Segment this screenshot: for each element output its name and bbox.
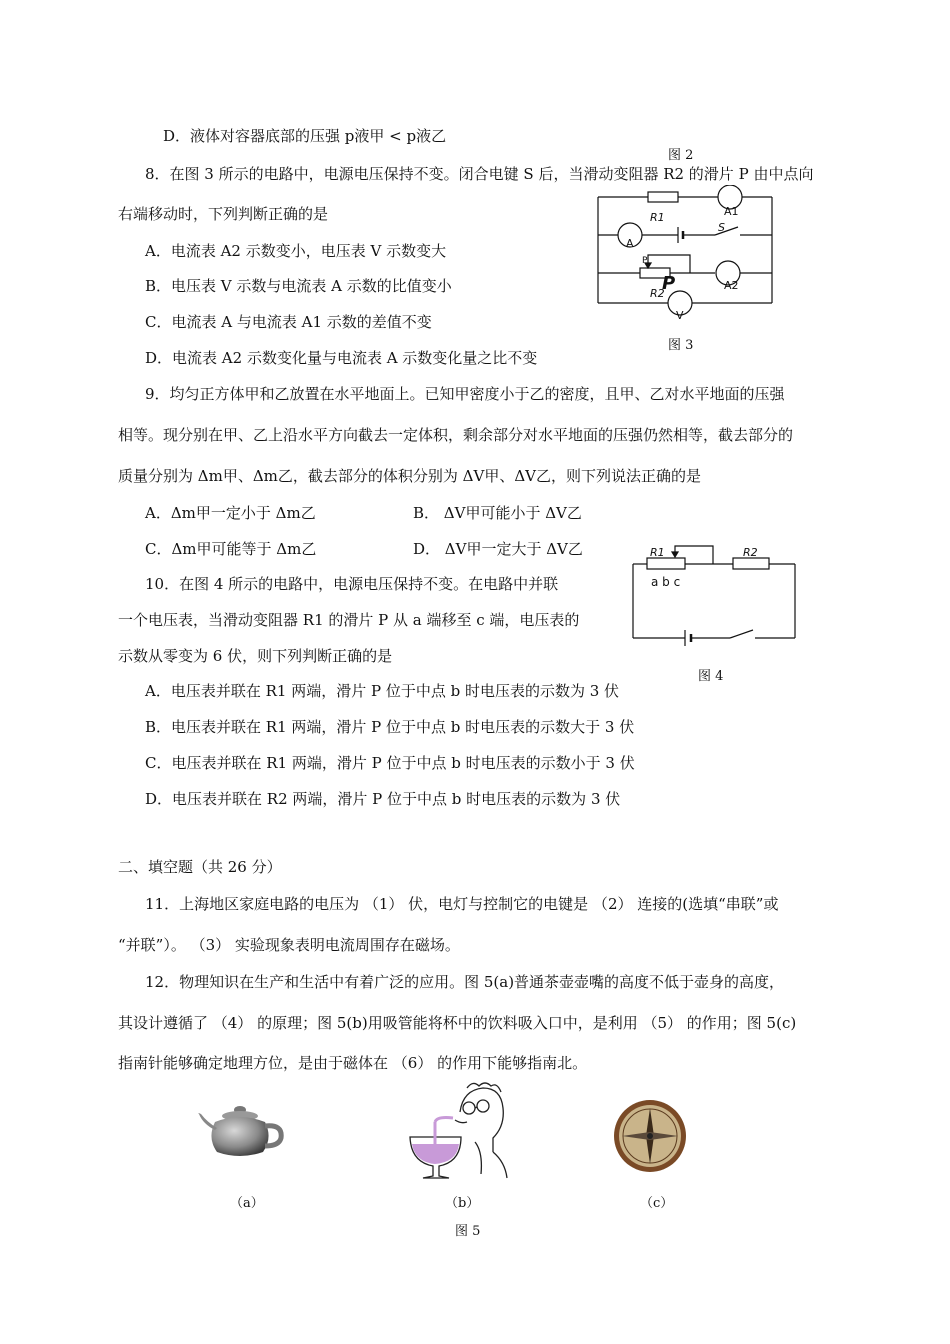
label-a1: A1 xyxy=(724,205,739,218)
resistor-r2 xyxy=(733,558,769,569)
q11-line2: “并联”）。 （3） 实验现象表明电流周围存在磁场。 xyxy=(118,936,460,954)
teapot-image xyxy=(195,1100,290,1160)
q9-stem-line1: 9．均匀正方体甲和乙放置在水平地面上。已知甲密度小于乙的密度，且甲、乙对水平地面的压强 xyxy=(145,385,785,403)
figure-3-circuit xyxy=(590,185,780,325)
rheostat-r1 xyxy=(647,558,685,569)
label-v: V xyxy=(676,309,684,322)
label-abc: a b c xyxy=(651,575,681,589)
label-p-large: P xyxy=(662,273,676,294)
label-a2: A2 xyxy=(724,279,739,292)
q9-stem-line2: 相等。现分别在甲、乙上沿水平方向截去一定体积，剩余部分对水平地面的压强仍然相等，截去部分的 xyxy=(118,426,794,444)
q10-stem-line2: 一个电压表，当滑动变阻器 R1 的滑片 P 从 a 端移至 c 端，电压表的 xyxy=(118,611,580,629)
figure-4-circuit xyxy=(625,540,805,650)
q10-stem-line1: 10．在图 4 所示的电路中，电源电压保持不变。在电路中并联 xyxy=(145,575,559,593)
label-r1: R1 xyxy=(650,546,665,559)
label-a: A xyxy=(626,237,634,250)
q8-option-a: A．电流表 A2 示数变小，电压表 V 示数变大 xyxy=(145,242,447,260)
q12-line3: 指南针能够确定地理方位，是由于磁体在 （6） 的作用下能够指南北。 xyxy=(118,1054,588,1072)
q9-option-b: B． ΔV甲可能小于 ΔV乙 xyxy=(413,504,582,522)
figure-2-caption: 图 2 xyxy=(668,148,694,163)
q12-line1: 12．物理知识在生产和生活中有着广泛的应用。图 5(a)普通茶壶壶嘴的高度不低于壶身的高度， xyxy=(145,973,785,991)
figure-5a-caption: （a） xyxy=(230,1196,264,1211)
figure-5c-caption: （c） xyxy=(640,1196,674,1211)
figure-3-caption: 图 3 xyxy=(668,338,694,353)
label-s: S xyxy=(718,221,725,234)
q10-option-b: B．电压表并联在 R1 两端，滑片 P 位于中点 b 时电压表的示数大于 3 伏 xyxy=(145,718,635,736)
q8-option-c: C．电流表 A 与电流表 A1 示数的差值不变 xyxy=(145,313,432,331)
q8-stem-line1: 8．在图 3 所示的电路中，电源电压保持不变。闭合电键 S 后，当滑动变阻器 R2 的滑片 P 由中点向 xyxy=(145,165,814,183)
q8-option-d: D．电流表 A2 示数变化量与电流表 A 示数变化量之比不变 xyxy=(145,349,538,367)
figure-5-caption: 图 5 xyxy=(455,1224,481,1239)
figure-5b-caption: （b） xyxy=(445,1196,480,1211)
compass-image xyxy=(612,1098,688,1174)
q7-option-d: D．液体对容器底部的压强 p液甲 < p液乙 xyxy=(163,127,447,145)
q10-option-c: C．电压表并联在 R1 两端，滑片 P 位于中点 b 时电压表的示数小于 3 伏 xyxy=(145,754,635,772)
label-r2: R2 xyxy=(650,287,665,300)
label-p-small: P xyxy=(642,256,648,266)
q8-stem-line2: 右端移动时，下列判断正确的是 xyxy=(118,205,329,223)
q9-option-c: C．Δm甲可能等于 Δm乙 xyxy=(145,540,317,558)
q8-option-b: B．电压表 V 示数与电流表 A 示数的比值变小 xyxy=(145,277,452,295)
resistor-r1 xyxy=(648,192,678,202)
q10-option-d: D．电压表并联在 R2 两端，滑片 P 位于中点 b 时电压表的示数为 3 伏 xyxy=(145,790,621,808)
drinking-straw-cartoon xyxy=(405,1082,510,1182)
q9-stem-line3: 质量分别为 Δm甲、Δm乙，截去部分的体积分别为 ΔV甲、ΔV乙，则下列说法正确的是 xyxy=(118,467,701,485)
switch-icon xyxy=(730,630,753,638)
figure-4-caption: 图 4 xyxy=(698,669,724,684)
q9-option-a: A．Δm甲一定小于 Δm乙 xyxy=(145,504,316,522)
section-2-heading: 二、填空题（共 26 分） xyxy=(118,858,282,876)
q12-line2: 其设计遵循了 （4） 的原理；图 5(b)用吸管能将杯中的饮料吸入口中，是利用 （5） 的作用；图 5(c) xyxy=(118,1014,797,1032)
q10-stem-line3: 示数从零变为 6 伏，则下列判断正确的是 xyxy=(118,647,393,665)
q9-option-d: D． ΔV甲一定大于 ΔV乙 xyxy=(413,540,583,558)
q10-option-a: A．电压表并联在 R1 两端，滑片 P 位于中点 b 时电压表的示数为 3 伏 xyxy=(145,682,620,700)
label-r2: R2 xyxy=(743,546,758,559)
label-r1: R1 xyxy=(650,211,665,224)
q11-line1: 11．上海地区家庭电路的电压为 （1） 伏，电灯与控制它的电键是 （2） 连接的(选填“串联”或 xyxy=(145,895,779,913)
